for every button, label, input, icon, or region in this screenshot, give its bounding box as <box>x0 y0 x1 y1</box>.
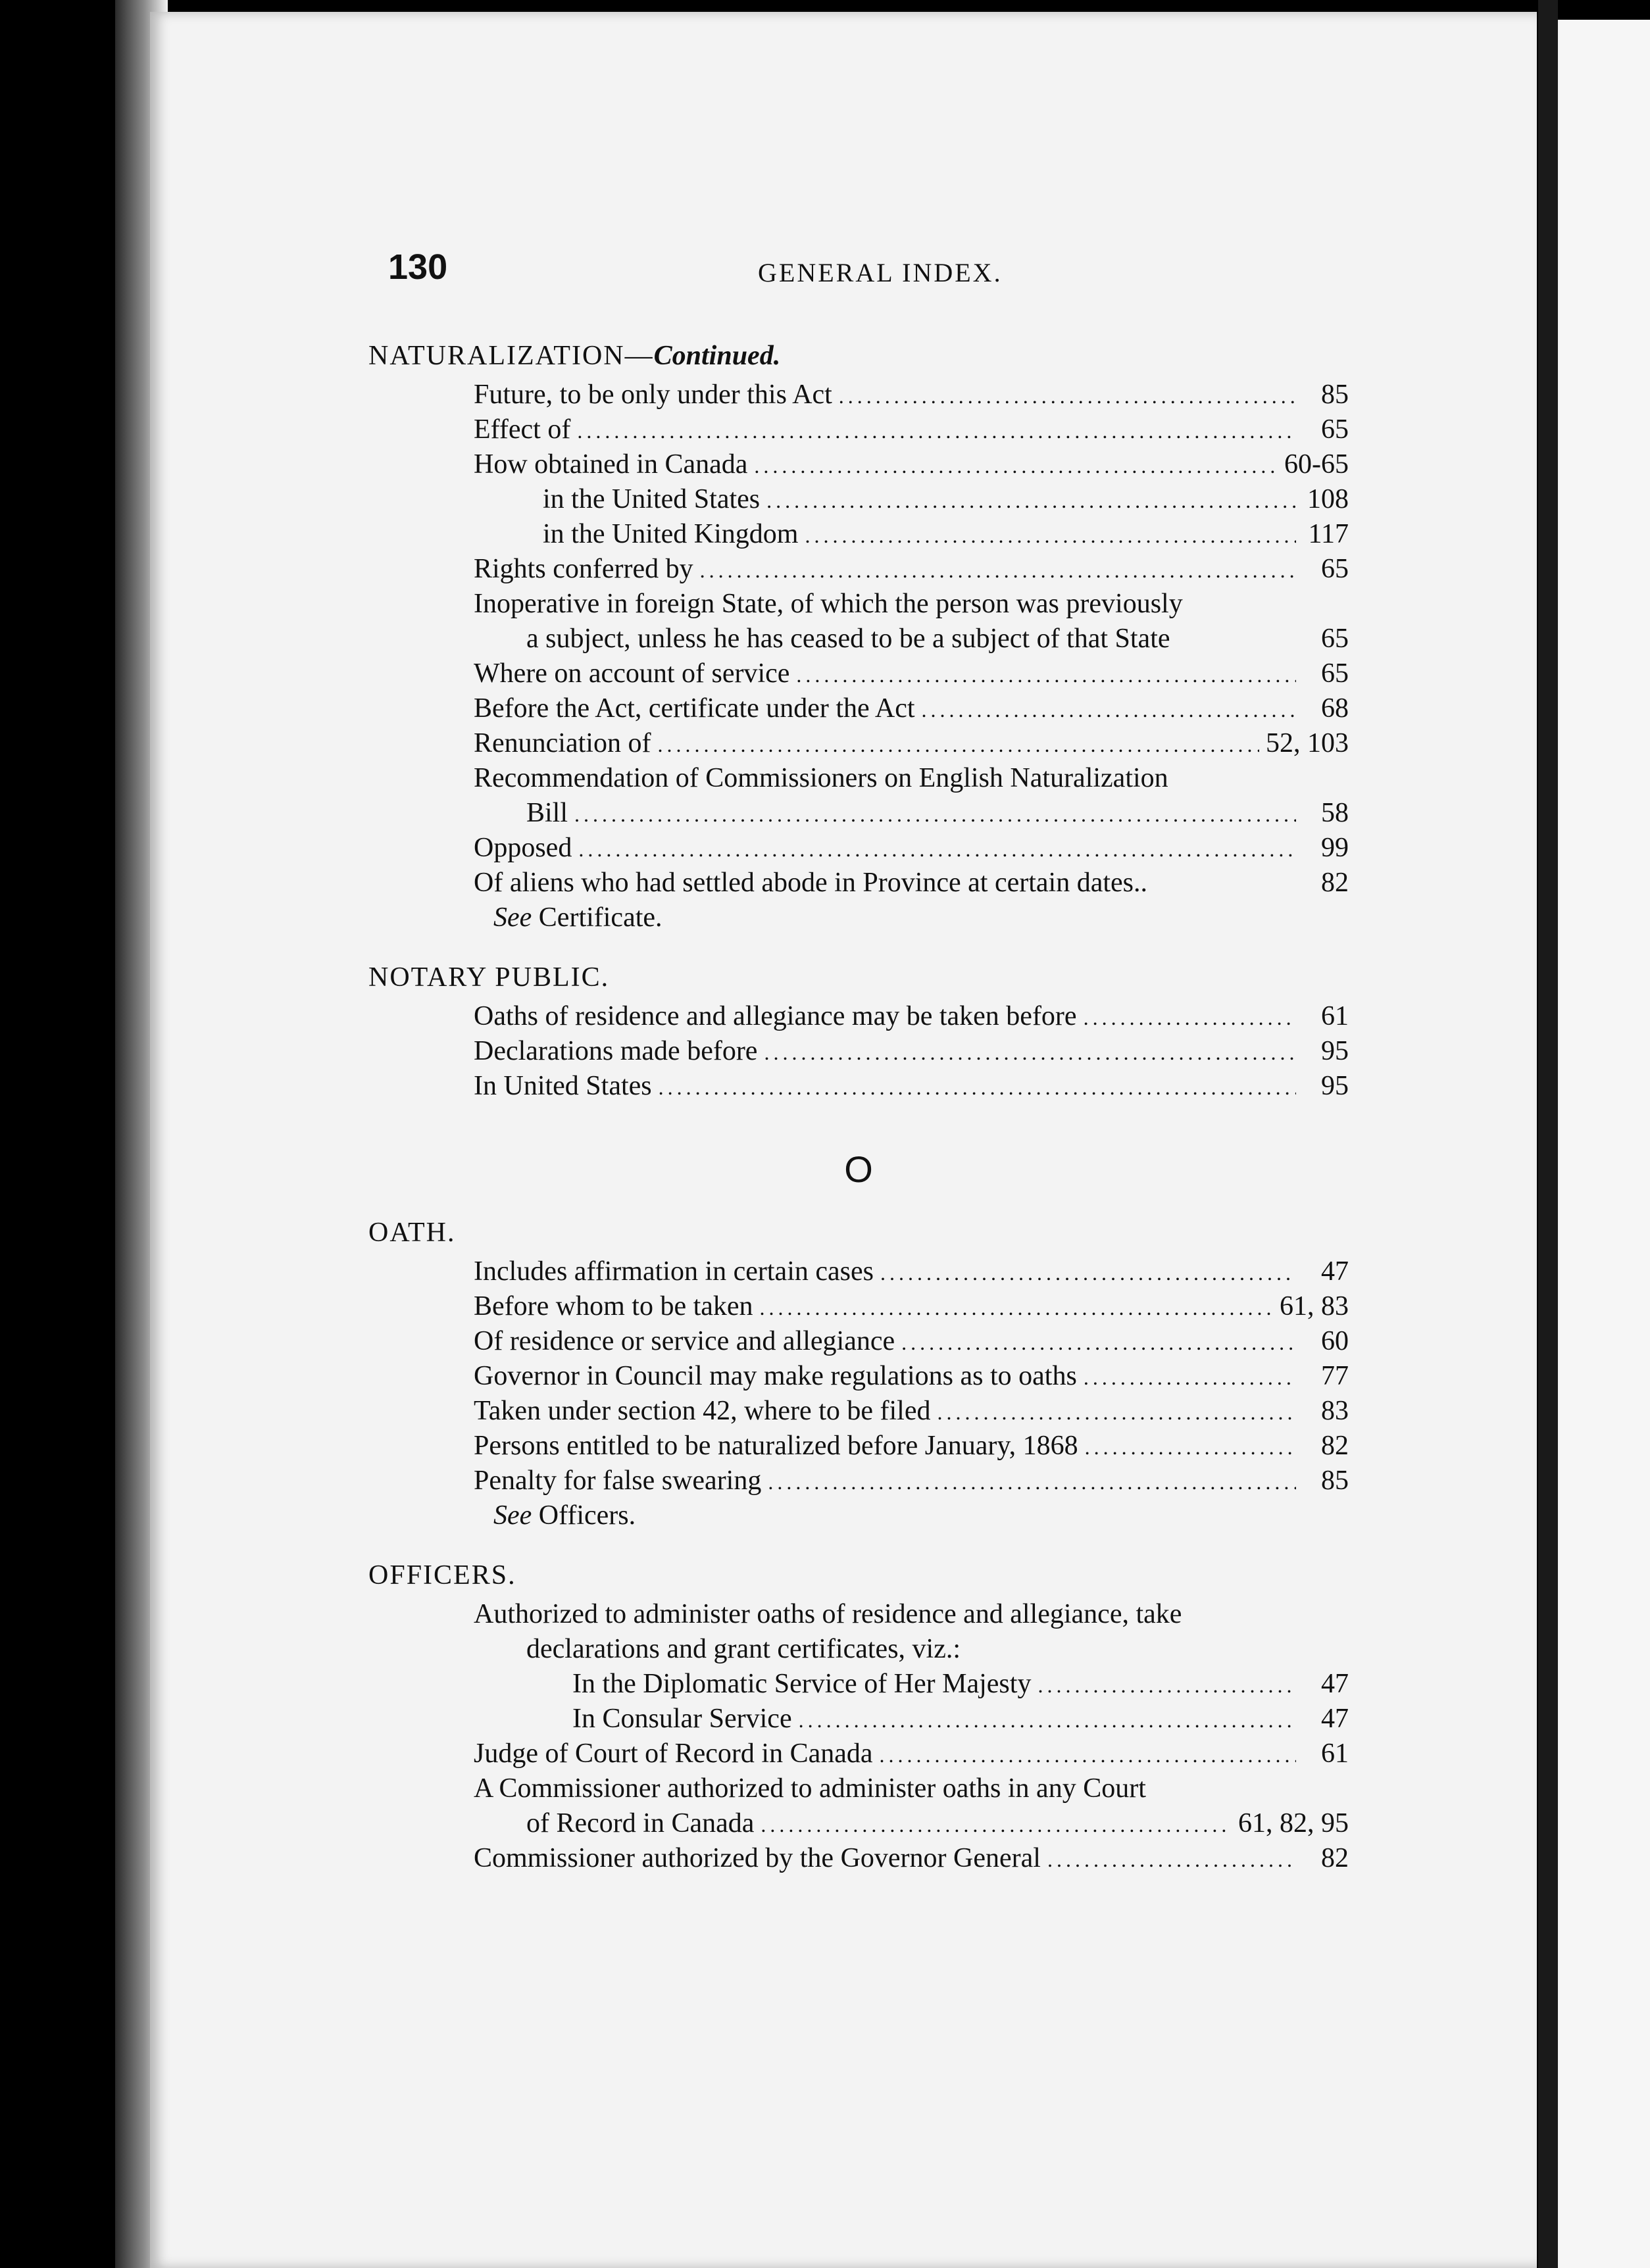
facing-page-edge <box>1558 20 1650 2268</box>
index-entry-continuation: of Record in Canada ..... 61, 82, 95 <box>368 1806 1349 1841</box>
index-heading-notary-public: NOTARY PUBLIC. <box>368 962 610 993</box>
index-subentry: in the United States ..... 108 <box>368 482 1349 517</box>
index-entry-text: Recommendation of Commissioners on English Naturalization <box>474 763 1168 793</box>
see-reference: See Officers. <box>493 1500 636 1531</box>
index-entry: In United States ..... 95 <box>368 1069 1349 1104</box>
index-entry: Commissioner authorized by the Governor General ..... 82 <box>368 1841 1349 1876</box>
index-subentry: in the United Kingdom ..... 117 <box>368 517 1349 552</box>
index-entry: Declarations made before ..... 95 <box>368 1034 1349 1069</box>
see-reference: See Certificate. <box>493 902 662 933</box>
index-entry-continuation: a subject, unless he has ceased to be a subject of that State 65 <box>526 624 1349 654</box>
index-entry: How obtained in Canada ..... 60-65 <box>368 447 1349 482</box>
index-heading-oath: OATH. <box>368 1218 456 1248</box>
index-entry-continuation: Bill ..... 58 <box>368 796 1349 831</box>
index-entry: Of aliens who had settled abode in Province at certain dates.. 82 <box>474 868 1349 898</box>
page-number: 130 <box>388 247 448 287</box>
index-entry: Taken under section 42, where to be filed ..... 83 <box>368 1394 1349 1429</box>
index-entry: Of residence or service and allegiance ..... 60 <box>368 1324 1349 1359</box>
index-body <box>368 339 1349 1876</box>
index-heading-naturalization: NATURALIZATION—Continued. <box>368 341 781 371</box>
index-entry: Where on account of service ..... 65 <box>368 656 1349 691</box>
page-gutter <box>1538 0 1558 2268</box>
index-entry: Opposed ..... 99 <box>368 831 1349 866</box>
index-entry: Oaths of residence and allegiance may be taken before ..... 61 <box>368 999 1349 1034</box>
index-heading-officers: OFFICERS. <box>368 1560 516 1590</box>
index-entry: Includes affirmation in certain cases ..... 47 <box>368 1254 1349 1289</box>
index-entry: Penalty for false swearing ..... 85 <box>368 1464 1349 1498</box>
index-entry: Judge of Court of Record in Canada ..... 61 <box>368 1737 1349 1771</box>
index-entry-text: Inoperative in foreign State, of which the person was previously <box>474 589 1183 619</box>
index-entry: Renunciation of ..... 52, 103 <box>368 726 1349 761</box>
index-entry: Effect of ..... 65 <box>368 412 1349 447</box>
index-subentry: In the Diplomatic Service of Her Majesty ..... 47 <box>368 1667 1349 1702</box>
index-entry-text: Authorized to administer oaths of residence and allegiance, take <box>474 1599 1182 1629</box>
running-title: GENERAL INDEX. <box>758 258 1003 287</box>
index-entry: Persons entitled to be naturalized before January, 1868 ..... 82 <box>368 1429 1349 1464</box>
index-entry: Before the Act, certificate under the Act ..... 68 <box>368 691 1349 726</box>
index-entry: Future, to be only under this Act ..... 85 <box>368 378 1349 412</box>
index-entry: Rights conferred by ..... 65 <box>368 552 1349 587</box>
index-entry-continuation: declarations and grant certificates, viz.: <box>526 1634 961 1664</box>
running-header <box>388 247 1046 299</box>
index-subentry: In Consular Service ..... 47 <box>368 1702 1349 1737</box>
letter-divider: O <box>844 1148 873 1190</box>
index-entry: Before whom to be taken ..... 61, 83 <box>368 1289 1349 1324</box>
index-entry: Governor in Council may make regulations as to oaths ..... 77 <box>368 1359 1349 1394</box>
index-entry-text: A Commissioner authorized to administer oaths in any Court <box>474 1773 1146 1804</box>
